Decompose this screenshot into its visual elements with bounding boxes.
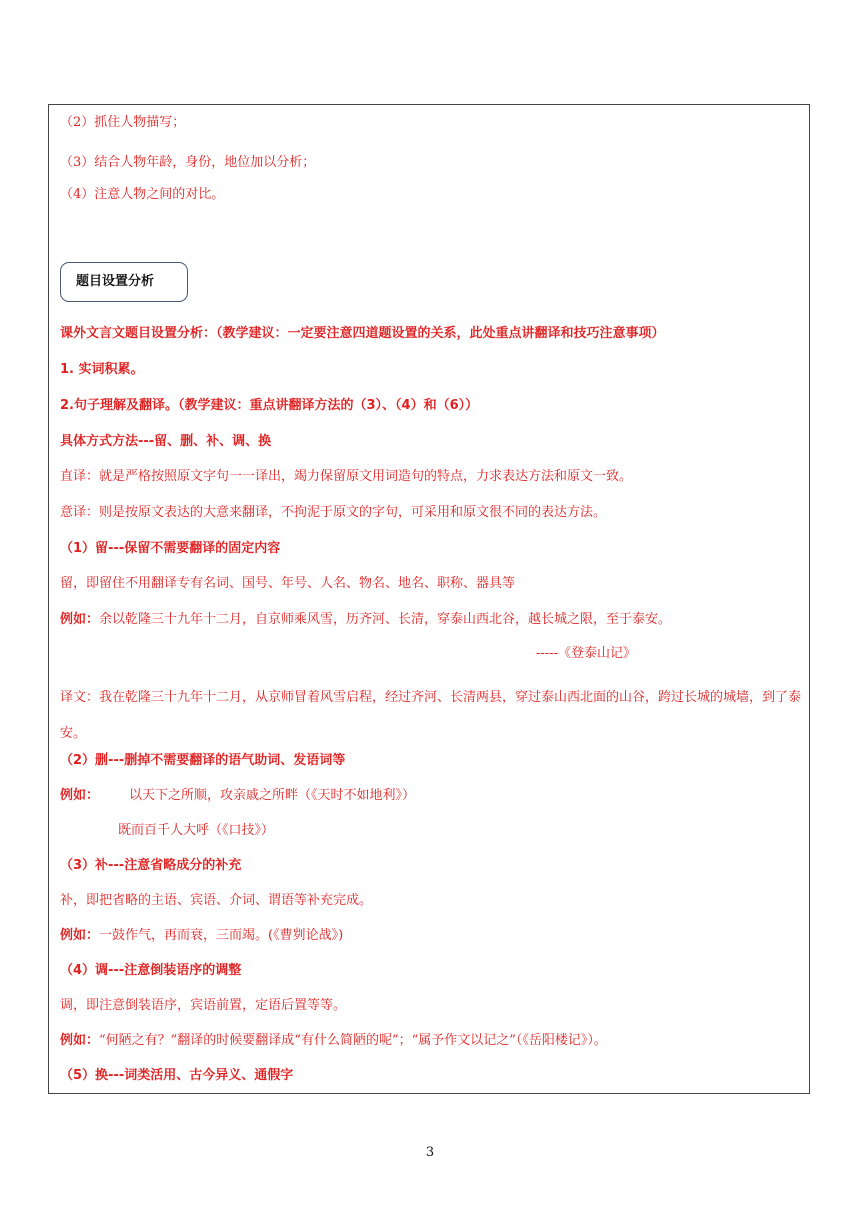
example-2 [60,787,415,805]
translation-1: 译文：我在乾隆三十九年十二月，从京师冒着风雪启程，经过齐河、长清两县，穿过泰山西北面的山谷，跨过长城的城墙，到了泰安。 [60,690,802,741]
heading-3: （3）补---注意省略成分的补充 [60,858,242,873]
methods-heading: 具体方式方法---留、删、补、调、换 [60,434,272,449]
example-3 [60,927,343,945]
text-line: （4）注意人物之间的对比。 [60,187,225,202]
heading-1: （1）留---保留不需要翻译的固定内容 [60,541,281,556]
item-1: 1. 实词积累。 [60,362,144,377]
paragraph-4: 调，即注意倒装语序，宾语前置，定语后置等等。 [60,998,347,1013]
example-text: 余以乾隆三十九年十二月，自京师乘风雪，历齐河、长清，穿泰山西北谷，越长城之限，至于泰安。 [99,612,672,627]
paragraph-1: 留，即留住不用翻译专有名词、国号、年号、人名、物名、地名、职称、器具等 [60,576,516,591]
text-line: （2）抓住人物描写； [60,115,186,130]
intro-text: 课外文言文题目设置分析：（教学建议：一定要注意四道题设置的关系，此处重点讲翻译和技巧注意事项） [60,326,665,341]
example-text: 一鼓作气，再而衰，三而竭。(《曹刿论战》) [99,928,344,943]
text-line: （3）结合人物年龄，身份，地位加以分析； [60,155,316,170]
literal-translation: 直译：就是严格按照原文字句一一译出，竭力保留原文用词造句的特点，力求表达方法和原文一致。 [60,469,633,484]
content-frame [48,104,810,1094]
example-label: 例如： [60,928,100,943]
heading-2: （2）删---删掉不需要翻译的语气助词、发语词等 [60,753,346,768]
example-label: 例如： [60,612,100,627]
example-text: “何陋之有？”翻译的时候要翻译成“有什么简陋的呢”；“属予作文以记之”（《岳阳楼记》）。 [99,1033,607,1048]
item-2: 2.句子理解及翻译。（教学建议：重点讲翻译方法的（3）、（4）和（6）） [60,398,479,413]
example-label: 例如： [60,788,100,803]
paragraph-3: 补，即把省略的主语、宾语、介词、谓语等补充完成。 [60,893,373,908]
example-4 [60,1032,607,1050]
example-label: 例如： [60,1033,100,1048]
free-translation: 意译：则是按原文表达的大意来翻译，不拘泥于原文的字句，可采用和原文很不同的表达方法。 [60,505,607,520]
page-number: 3 [425,1145,435,1160]
heading-4: （4）调---注意倒装语序的调整 [60,963,242,978]
example-1 [60,611,671,629]
heading-5: （5）换---词类活用、古今异义、通假字 [60,1068,294,1083]
example-2b: 既而百千人大呼（《口技》） [118,823,275,838]
example-text: 以天下之所顺，攻亲戚之所畔（《天时不如地利》） [129,788,416,803]
section-title-box: 题目设置分析 [60,262,188,302]
example-1-source: -----《登泰山记》 [536,646,636,661]
